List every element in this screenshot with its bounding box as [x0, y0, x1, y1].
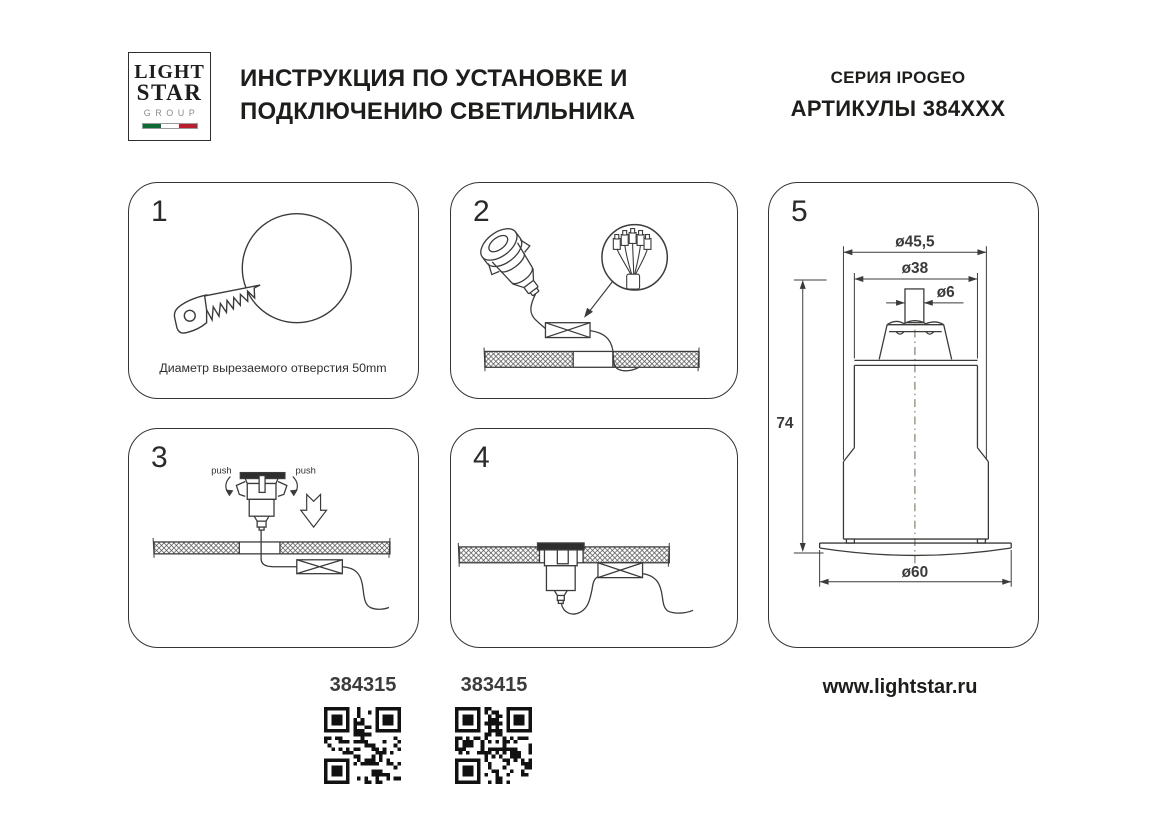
lower-body: [843, 462, 988, 539]
fixture-slot: [557, 550, 568, 564]
dim-h74: [794, 280, 827, 553]
spring-clip-right: [278, 482, 287, 497]
step-panel-2: [450, 182, 738, 399]
website-url: www.lightstar.ru: [822, 676, 978, 698]
articles-label: АРТИКУЛЫ 384XXX: [790, 96, 1006, 121]
step2-drawing: [451, 183, 737, 398]
insert-direction-arrow: [301, 494, 327, 527]
flange-lines: [854, 360, 977, 365]
page-title: [240, 62, 635, 128]
qr-code-384315: [324, 707, 401, 784]
saw-handle: [174, 295, 206, 333]
fixture-slot: [259, 476, 265, 493]
stem: [905, 289, 924, 323]
step-panel-5: [768, 182, 1039, 648]
light-fixture: [473, 221, 555, 308]
mains-cable: [342, 567, 389, 610]
series-label: СЕРИЯ IPOGEO: [830, 68, 966, 87]
surface-hatch-left: [154, 542, 239, 554]
step3-number: 3: [151, 441, 168, 474]
installed-fixture: [538, 543, 585, 603]
chamfer: [843, 448, 988, 462]
base-disc-curve: [820, 548, 1012, 555]
qr-code-383415: [455, 707, 532, 784]
dim-label-74: 74: [776, 414, 794, 432]
step1-drawing: [129, 183, 418, 398]
title-line-1: ИНСТРУКЦИЯ ПО УСТАНОВКЕ И: [240, 65, 628, 92]
light-fixture: [236, 473, 287, 530]
pointer-arrow: [589, 281, 613, 312]
step1-number: 1: [151, 195, 168, 228]
step5-number: 5: [791, 195, 808, 228]
logo-word-light: LIGHT: [134, 61, 205, 83]
mains-cable: [643, 574, 694, 613]
saw-blade: [205, 285, 260, 320]
series-block: [777, 68, 1019, 122]
step4-drawing: [451, 429, 737, 647]
logo-word-group: GROUP: [143, 108, 200, 118]
step3-drawing: [129, 429, 418, 647]
step-panel-1: [128, 182, 419, 399]
fixture-cable: [531, 294, 546, 329]
step4-number: 4: [473, 441, 490, 474]
logo-word-star: STAR: [136, 80, 203, 105]
wire-connectors: [613, 229, 651, 289]
surface-hatch-right: [583, 547, 669, 563]
cutout-circle: [242, 214, 351, 323]
surface-hatch-right: [613, 351, 699, 367]
push-label-right: push: [295, 464, 316, 476]
surface-hatch-left: [485, 351, 573, 367]
fixture-flange: [538, 543, 585, 550]
article-number-1: 384315: [329, 674, 397, 696]
dim-label-d60: ø60: [901, 563, 929, 581]
article-number-2: 383415: [460, 674, 528, 696]
push-label-left: push: [211, 464, 232, 476]
dim-label-d38: ø38: [901, 260, 929, 278]
surface-hatch-left: [459, 547, 539, 563]
step-panel-3: [128, 428, 419, 648]
surface-hatch-right: [280, 542, 390, 554]
lightstar-logo: [128, 52, 211, 141]
step1-caption: Диаметр вырезаемого отверстия 50mm: [159, 361, 387, 376]
upper-body: [854, 365, 977, 447]
spring-clip-left: [236, 482, 245, 497]
italian-flag-stripe: [142, 123, 198, 129]
title-line-2: ПОДКЛЮЧЕНИЮ СВЕТИЛЬНИКА: [240, 98, 636, 125]
step-panel-4: [450, 428, 738, 648]
dimension-drawing: [769, 183, 1038, 647]
step2-number: 2: [473, 195, 490, 228]
dim-label-d6: ø6: [936, 283, 955, 301]
dim-label-d455: ø45,5: [895, 233, 935, 251]
